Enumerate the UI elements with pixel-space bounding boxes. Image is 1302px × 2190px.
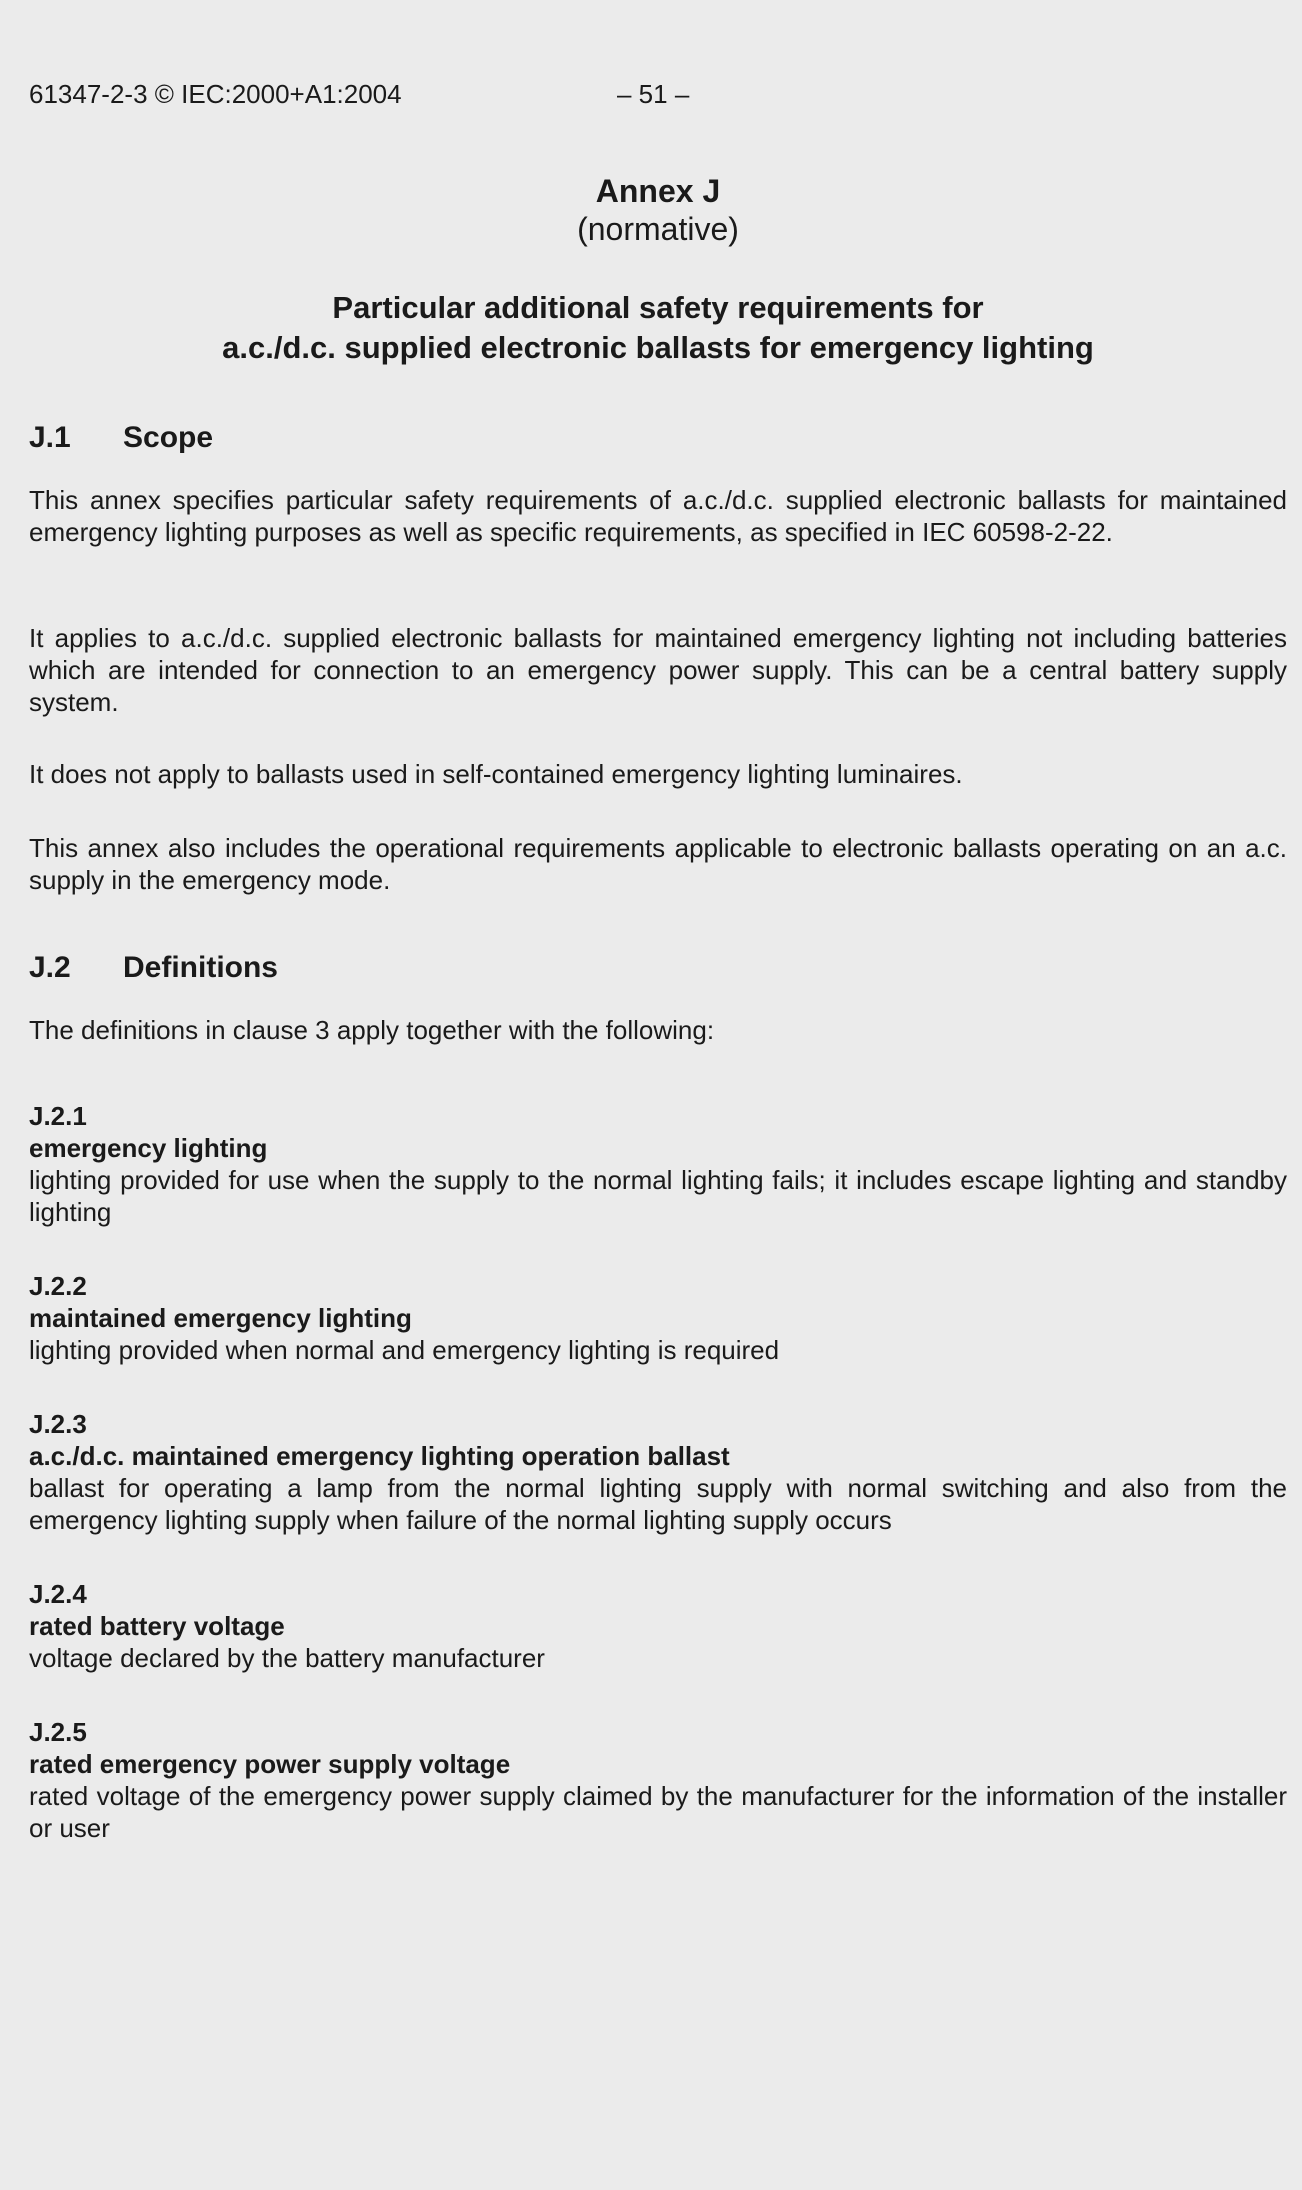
- definitions-intro: The definitions in clause 3 apply together with the following:: [29, 1015, 715, 1045]
- definition-text: ballast for operating a lamp from the normal lighting supply with normal switching and also from the emergency lighting supply when failure of the normal lighting supply occurs: [29, 1473, 1287, 1535]
- definition-term: emergency lighting: [29, 1133, 268, 1163]
- definition-term: rated battery voltage: [29, 1611, 285, 1641]
- definition-item: [29, 1100, 1287, 1228]
- definition-item: [29, 1578, 1287, 1674]
- standard-reference: 61347-2-3 © IEC:2000+A1:2004: [29, 79, 402, 109]
- section-number: J.1: [29, 421, 71, 454]
- definition-number: J.2.3: [29, 1409, 87, 1439]
- section-heading-scope: [29, 420, 213, 456]
- section-heading-definitions: [29, 950, 278, 986]
- document-title-line-1: Particular additional safety requirements for: [332, 290, 984, 325]
- definition-number: J.2.2: [29, 1271, 87, 1301]
- page-number: – 51 –: [617, 79, 690, 109]
- section-title: Definitions: [123, 951, 278, 984]
- definition-number: J.2.1: [29, 1101, 87, 1131]
- paragraph: This annex specifies particular safety requirements of a.c./d.c. supplied electronic ballasts for maintained emergency lighting purposes as well as specific requirements, as specified in IEC 60598-2-22.: [29, 485, 1287, 547]
- paragraph: It does not apply to ballasts used in self-contained emergency lighting luminaires.: [29, 759, 963, 789]
- paragraph: This annex also includes the operational requirements applicable to electronic ballasts operating on an a.c. supply in the emergency mode.: [29, 833, 1287, 895]
- document-title-line-2: a.c./d.c. supplied electronic ballasts for emergency lighting: [222, 330, 1094, 365]
- definition-item: [29, 1716, 1287, 1844]
- definition-text: voltage declared by the battery manufacturer: [29, 1643, 545, 1673]
- definition-item: [29, 1270, 1287, 1366]
- definition-term: a.c./d.c. maintained emergency lighting operation ballast: [29, 1441, 730, 1471]
- document-title: [29, 288, 1287, 368]
- section-number: J.2: [29, 951, 71, 984]
- definition-item: [29, 1408, 1287, 1536]
- paragraph: It applies to a.c./d.c. supplied electronic ballasts for maintained emergency lighting not including batteries which are intended for connection to an emergency power supply. This can be a central battery supply system.: [29, 623, 1287, 717]
- definition-text: lighting provided for use when the supply to the normal lighting fails; it includes escape lighting and standby lighting: [29, 1165, 1287, 1227]
- definition-term: rated emergency power supply voltage: [29, 1749, 511, 1779]
- definition-text: lighting provided when normal and emergency lighting is required: [29, 1335, 780, 1365]
- definition-number: J.2.4: [29, 1579, 87, 1609]
- section-title: Scope: [123, 421, 214, 454]
- annex-status: (normative): [577, 211, 739, 247]
- definition-term: maintained emergency lighting: [29, 1303, 412, 1333]
- definition-text: rated voltage of the emergency power supply claimed by the manufacturer for the information of the installer or user: [29, 1781, 1287, 1843]
- definition-number: J.2.5: [29, 1717, 87, 1747]
- annex-heading: [29, 172, 1287, 248]
- annex-title: Annex J: [595, 173, 721, 209]
